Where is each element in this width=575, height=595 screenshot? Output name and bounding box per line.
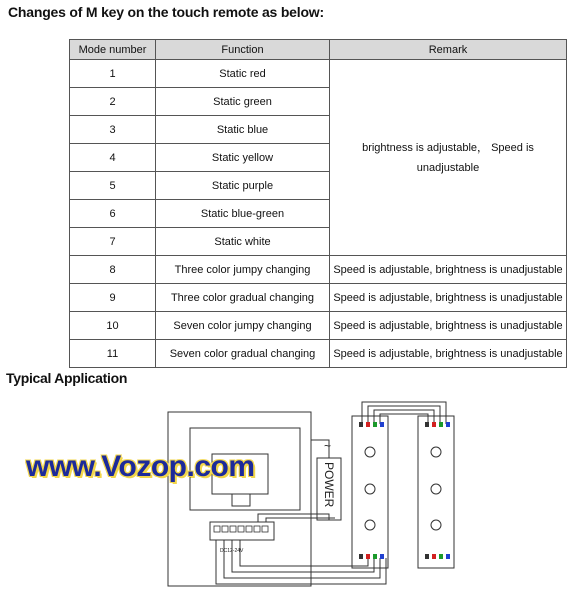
led-bulb-icon (431, 447, 441, 457)
connector-dot (439, 422, 443, 427)
terminal-screw (230, 526, 236, 532)
connector-dot (359, 554, 363, 559)
connector-dot (446, 422, 450, 427)
terminal-screw (246, 526, 252, 532)
terminal-screw (254, 526, 260, 532)
mode-number-cell: 2 (70, 88, 156, 116)
connector-dot (366, 422, 370, 427)
mode-number-cell: 1 (70, 60, 156, 88)
table-header-row (70, 40, 567, 60)
connector-dot (432, 422, 436, 427)
mode-number-cell: 9 (70, 284, 156, 312)
wire (216, 540, 386, 584)
led-bulb-icon (365, 447, 375, 457)
typical-application-heading: Typical Application (6, 370, 128, 386)
wire (368, 406, 440, 424)
function-cell: Three color gradual changing (156, 284, 330, 312)
led-strip-right (418, 416, 454, 568)
wire (374, 410, 434, 424)
remark-cell: Speed is adjustable, brightness is unadjustable (330, 312, 567, 340)
function-cell: Seven color jumpy changing (156, 312, 330, 340)
led-bulb-icon (431, 484, 441, 494)
mode-number-cell: 4 (70, 144, 156, 172)
connector-dot (439, 554, 443, 559)
remark-cell: Speed is adjustable, brightness is unadjustable (330, 284, 567, 312)
remark-cell: Speed is adjustable, brightness is unadjustable (330, 340, 567, 368)
function-cell: Three color jumpy changing (156, 256, 330, 284)
connector-dot (366, 554, 370, 559)
mode-number-cell: 3 (70, 116, 156, 144)
function-cell: Static purple (156, 172, 330, 200)
page-heading: Changes of M key on the touch remote as below: (8, 4, 324, 20)
mode-number-cell: 7 (70, 228, 156, 256)
merged-remark-cell: brightness is adjustable， Speed is unadjustable (330, 60, 567, 256)
connector-dot (446, 554, 450, 559)
table-row (70, 256, 567, 284)
table-row (70, 340, 567, 368)
function-cell: Static green (156, 88, 330, 116)
ac-symbol: ~ (324, 439, 332, 453)
connector-dot (380, 554, 384, 559)
table-row (70, 284, 567, 312)
watermark-text: www.Vozop.com (26, 450, 255, 483)
terminal-screw (262, 526, 268, 532)
mode-number-cell: 6 (70, 200, 156, 228)
connector-dot (432, 554, 436, 559)
function-cell: Static red (156, 60, 330, 88)
table-row (70, 60, 567, 88)
receiver-neck (232, 494, 250, 506)
wire (362, 402, 446, 424)
wire (240, 540, 368, 566)
terminal-screw (238, 526, 244, 532)
connector-dot (373, 422, 377, 427)
led-bulb-icon (365, 520, 375, 530)
header-mode-number: Mode number (70, 40, 156, 60)
voltage-label: DC12-24V (220, 548, 244, 554)
led-bulb-icon (431, 520, 441, 530)
mode-number-cell: 11 (70, 340, 156, 368)
connector-dot (425, 422, 429, 427)
mode-number-cell: 10 (70, 312, 156, 340)
function-cell: Static white (156, 228, 330, 256)
led-bulb-icon (365, 484, 375, 494)
function-cell: Static blue (156, 116, 330, 144)
table-row (70, 312, 567, 340)
connector-dot (359, 422, 363, 427)
power-label: POWER (322, 462, 336, 508)
header-remark: Remark (330, 40, 567, 60)
remark-cell: Speed is adjustable, brightness is unadjustable (330, 256, 567, 284)
function-cell: Seven color gradual changing (156, 340, 330, 368)
function-cell: Static yellow (156, 144, 330, 172)
wiring-diagram (0, 388, 575, 595)
connector-dot (373, 554, 377, 559)
led-strip-left (352, 416, 388, 568)
mode-number-cell: 8 (70, 256, 156, 284)
wire (232, 540, 374, 572)
terminal-screw (214, 526, 220, 532)
mode-table (69, 39, 567, 368)
terminal-screw (222, 526, 228, 532)
connector-dot (425, 554, 429, 559)
mode-number-cell: 5 (70, 172, 156, 200)
header-function: Function (156, 40, 330, 60)
function-cell: Static blue-green (156, 200, 330, 228)
connector-dot (380, 422, 384, 427)
